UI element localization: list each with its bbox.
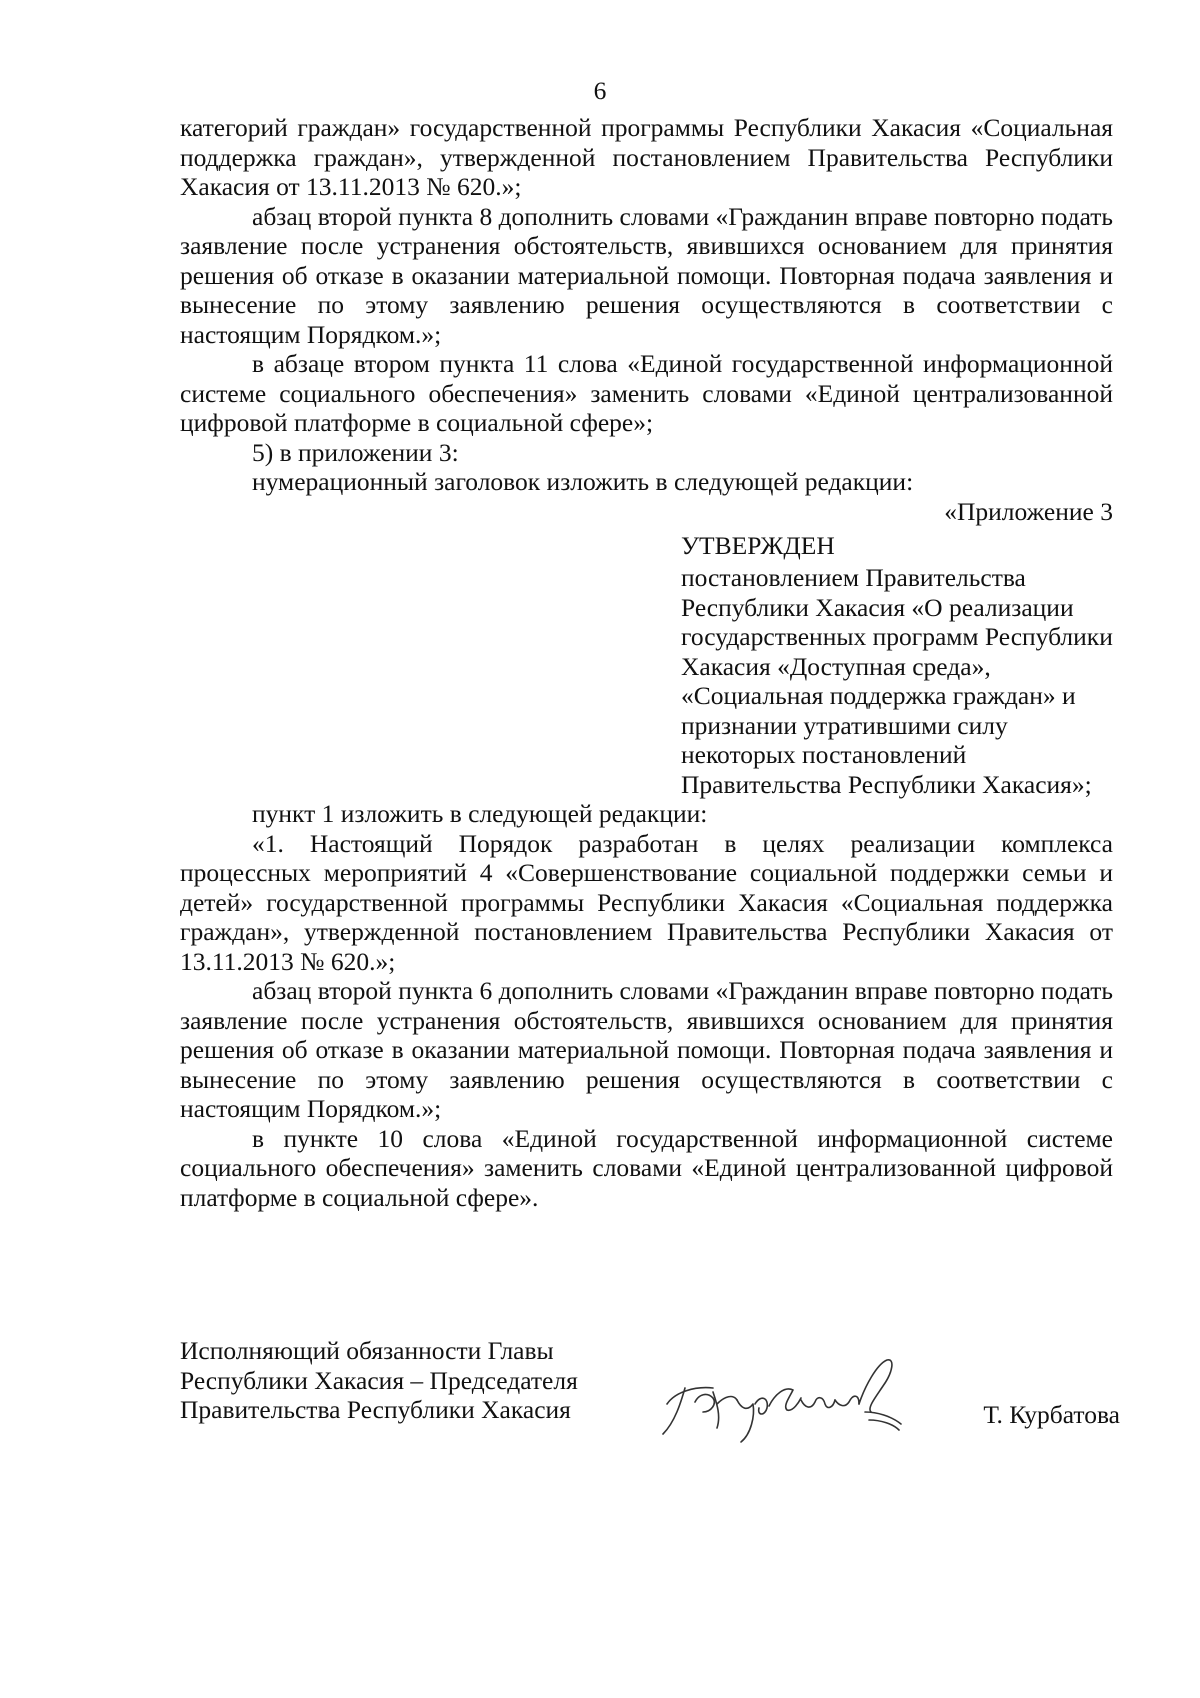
handwritten-signature [655, 1342, 925, 1452]
signatory-position-line: Республики Хакасия – Председателя [180, 1365, 578, 1395]
paragraph-amend-item-6: абзац второй пункта 6 дополнить словами «Гражданин вправе повторно подать заявление после устранения обстоятельств, явившихся основанием для принятия решения об отказе в оказании материальной помощи. Повторная подача заявления и вынесение по этому заявлению решения осуществляются в соответствии с настоящим Порядком.»; [180, 976, 1113, 1123]
signatory-name: Т. Курбатова [983, 1400, 1120, 1429]
paragraph-amend-item-11: в абзаце втором пункта 11 слова «Единой государственной информационной системе социального обеспечения» заменить словами «Единой централизованной цифровой платформе в социальной сфере»; [180, 349, 1113, 437]
paragraph-appendix-3: 5) в приложении 3: [252, 437, 459, 467]
signatory-position-line: Правительства Республики Хакасия [180, 1395, 571, 1424]
paragraph-amend-item-8: абзац второй пункта 8 дополнить словами «Гражданин вправе повторно подать заявление после устранения обстоятельств, явившихся основанием для принятия решения об отказе в оказании материальной помощи. Повторная подача заявления и вынесение по этому заявлению решения осуществляются в соответствии с настоящим Порядком.»; [180, 201, 1113, 349]
approval-stamp [681, 530, 1113, 799]
approval-text: постановлением Правительства Республики Хакасия «О реализации государственных программ Республики Хакасия «Доступная среда», «Социальная поддержка граждан» и признании утратившими силу некоторых постановлений Правительства Республики Хакасия»; [681, 563, 1113, 799]
approval-title: УТВЕРЖДЕН [681, 531, 835, 560]
appendix-label: «Приложение 3 [944, 496, 1113, 526]
document-body [180, 113, 1113, 1212]
paragraph-item-1-text: «1. Настоящий Порядок разработан в целях реализации комплекса процессных мероприятий 4 «Совершенствование социальной поддержки семьи и детей» государственной программы Республики Хакасия «Социальная поддержка граждан», утвержденной постановлением Правительства Республики Хакасия от 13.11.2013 № 620.»; [180, 828, 1113, 976]
paragraph-item-1-instruction: пункт 1 изложить в следующей редакции: [252, 799, 708, 828]
signatory-position-line: Исполняющий обязанности Главы [180, 1336, 554, 1365]
signatory-position [180, 1336, 620, 1425]
page-number: 6 [593, 76, 607, 105]
paragraph-amend-item-10: в пункте 10 слова «Единой государственной информационной системе социального обеспечения» заменить словами «Единой централизованной цифровой платформе в социальной сфере». [180, 1123, 1113, 1212]
paragraph-continuation: категорий граждан» государственной программы Республики Хакасия «Социальная поддержка граждан», утвержденной постановлением Правительства Республики Хакасия от 13.11.2013 № 620.»; [180, 113, 1113, 201]
signature-block [180, 1336, 1120, 1466]
paragraph-heading-instruction: нумерационный заголовок изложить в следующей редакции: [252, 467, 914, 496]
